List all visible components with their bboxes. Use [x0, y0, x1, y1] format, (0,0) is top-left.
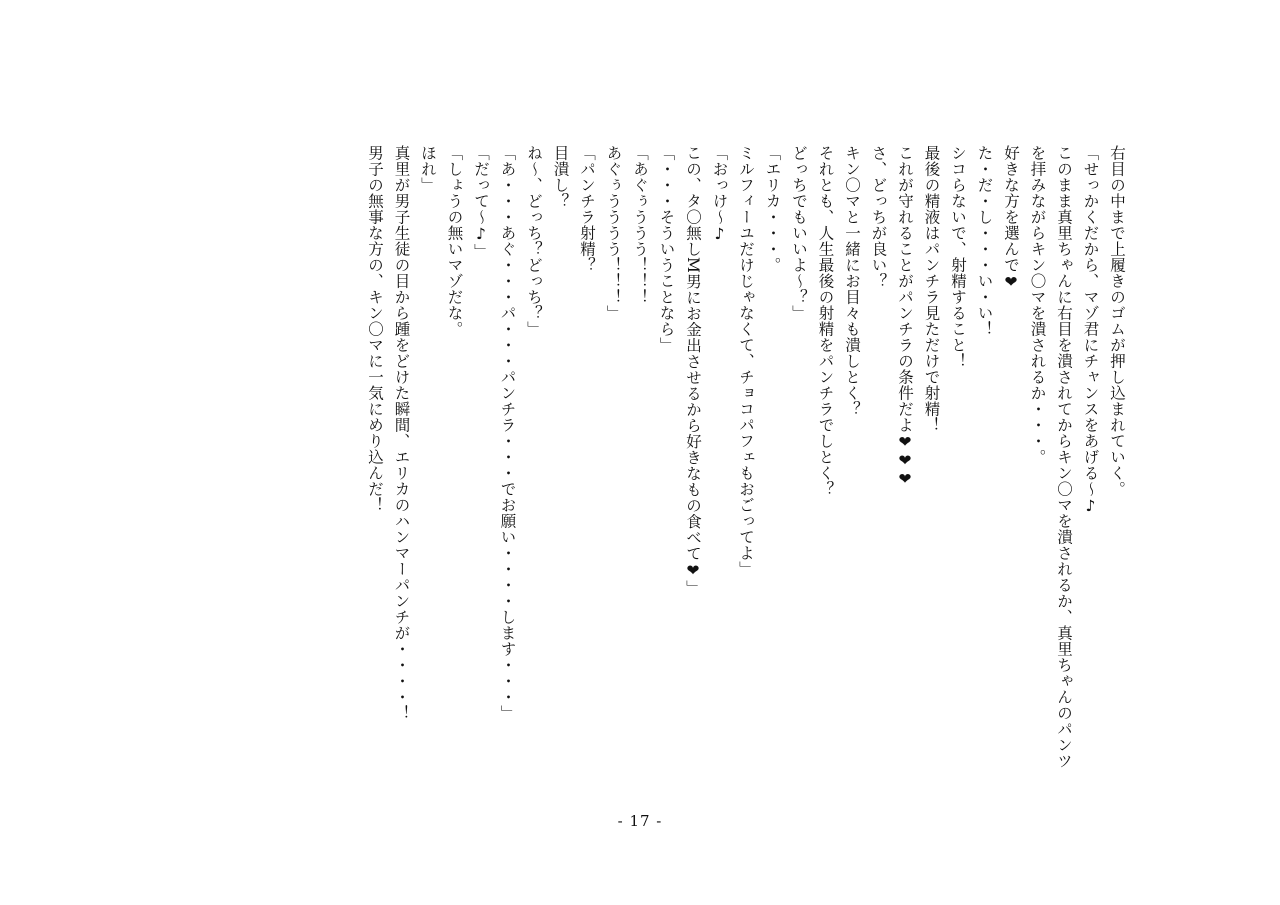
page-number: - 17 - — [617, 812, 663, 830]
text-line: た・だ・し・・・い・い！ — [975, 145, 994, 337]
text-line: これが守れることがパンチラの条件だよ❤❤❤ — [896, 145, 914, 489]
text-line: ミルフィーユだけじゃなくて、チョコパフェもおごってよ」 — [737, 145, 755, 577]
text-line: あぐぅうううう！！！」 — [604, 145, 623, 321]
text-line: 目潰し？ — [551, 145, 570, 209]
text-line: 右目の中まで上履きのゴムが押し込まれていく。 — [1108, 145, 1126, 497]
text-line: 「だって〜♪」 — [472, 145, 490, 260]
text-line: 「エリカ・・・。 — [763, 145, 782, 273]
text-line: 「パンチラ射精？ — [578, 145, 596, 273]
text-line: ね〜、どっち？どっち？」 — [525, 145, 543, 337]
text-line: 好きな方を選んで❤ — [1002, 145, 1020, 292]
text-line: この、タ〇無しM男にお金出させるから好きなもの食べて❤」 — [684, 145, 702, 596]
text-line: どっちでもいいよ〜？」 — [790, 145, 808, 321]
text-line: さ、どっちが良い？ — [869, 145, 888, 289]
text-line: 真里が男子生徒の目から踵をどけた瞬間、エリカのハンマーパンチが・・・・！ — [392, 145, 411, 721]
vertical-text-block — [362, 145, 1131, 825]
text-line: 「おっけ〜♪ — [710, 145, 729, 244]
text-line: キン〇マと一緒にお目々も潰しとく？ — [843, 145, 861, 417]
text-line: を拝みながらキン〇マを潰されるか・・・。 — [1028, 145, 1047, 465]
text-line: 最後の精液はパンチラ見ただけで射精！ — [922, 145, 941, 433]
text-line: シコらないで、射精すること！ — [949, 145, 967, 369]
text-line: 「しょうの無いマゾだな。 — [445, 145, 464, 337]
text-line: それとも、人生最後の射精をパンチラでしとく？ — [816, 145, 835, 497]
text-line: 「あぐぅううう！！！ — [631, 145, 649, 305]
text-line: 「せっかくだから、マゾ君にチャンスをあげる〜♪ — [1081, 145, 1100, 516]
text-line: ほれ」 — [419, 145, 437, 193]
text-line: 「あ・・・あぐ・・・パ・・・パンチラ・・・でお願い・・・・します・・・」 — [498, 145, 517, 721]
text-line: このまま真里ちゃんに右目を潰されてからキン〇マを潰されるか、真里ちゃんのパンツ — [1055, 145, 1073, 769]
text-line: 男子の無事な方の、キン〇マに一気にめり込んだ！ — [366, 145, 384, 513]
text-line: 「・・・そういうことなら」 — [657, 145, 676, 353]
